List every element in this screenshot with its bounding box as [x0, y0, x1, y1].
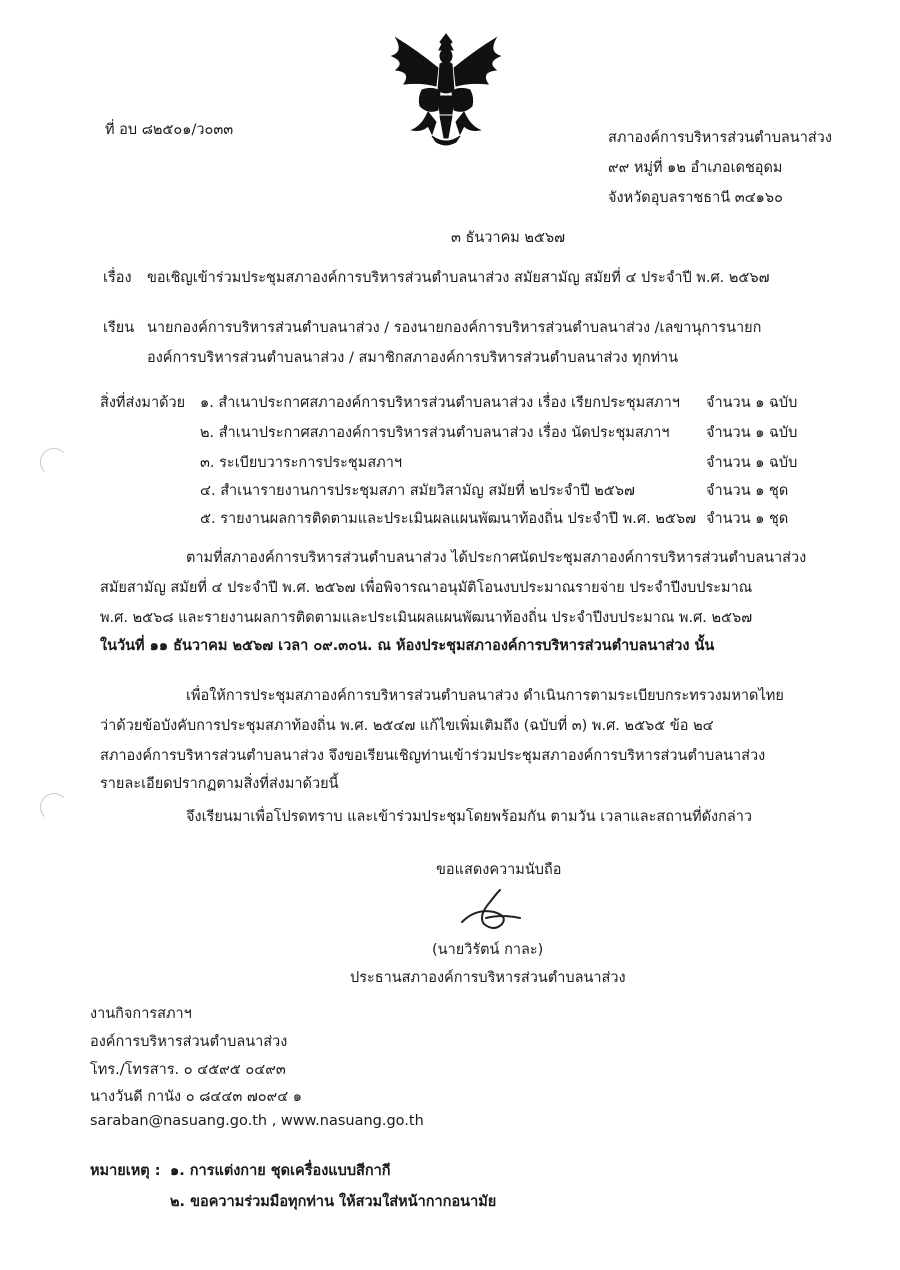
- contact-department: งานกิจการสภาฯ: [90, 1006, 192, 1022]
- enclosure-quantity: จำนวน ๑ ฉบับ: [706, 395, 798, 411]
- contact-organization: องค์การบริหารส่วนตำบลนาส่วง: [90, 1034, 288, 1050]
- recipient-label: เรียน: [103, 320, 135, 336]
- body-paragraph-2-line: รายละเอียดปรากฏตามสิ่งที่ส่งมาด้วยนี้: [100, 776, 339, 792]
- body-paragraph-3: จึงเรียนมาเพื่อโปรดทราบ และเข้าร่วมประชุมโดยพร้อมกัน ตามวัน เวลาและสถานที่ดังกล่าว: [186, 809, 753, 825]
- enclosure-item: ๒. สำเนาประกาศสภาองค์การบริหารส่วนตำบลนาส่วง เรื่อง นัดประชุมสภาฯ: [200, 425, 670, 441]
- subject-text: ขอเชิญเข้าร่วมประชุมสภาองค์การบริหารส่วนตำบลนาส่วง สมัยสามัญ สมัยที่ ๔ ประจำปี พ.ศ. ๒๕๖๗: [147, 270, 770, 286]
- enclosure-quantity: จำนวน ๑ ชุด: [706, 511, 789, 527]
- enclosure-item: ๑. สำเนาประกาศสภาองค์การบริหารส่วนตำบลนาส่วง เรื่อง เรียกประชุมสภาฯ: [200, 395, 680, 411]
- enclosure-quantity: จำนวน ๑ ชุด: [706, 483, 789, 499]
- signatory-name: (นายวิรัตน์ กาละ): [432, 942, 544, 958]
- body-paragraph-1-line: สมัยสามัญ สมัยที่ ๔ ประจำปี พ.ศ. ๒๕๖๗ เพื่อพิจารณาอนุมัติโอนงบประมาณรายจ่าย ประจำปีงบประมาณ: [100, 580, 753, 596]
- contact-email-web: saraban@nasuang.go.th , www.nasuang.go.th: [90, 1113, 424, 1129]
- body-paragraph-2-line: เพื่อให้การประชุมสภาองค์การบริหารส่วนตำบลนาส่วง ดำเนินการตามระเบียบกระทรวงมหาดไทย: [186, 688, 784, 704]
- remarks-label: หมายเหตุ :: [90, 1163, 161, 1179]
- body-paragraph-1-line: ตามที่สภาองค์การบริหารส่วนตำบลนาส่วง ได้ประกาศนัดประชุมสภาองค์การบริหารส่วนตำบลนาส่วง: [186, 550, 807, 566]
- enclosure-quantity: จำนวน ๑ ฉบับ: [706, 455, 798, 471]
- enclosure-item: ๕. รายงานผลการติดตามและประเมินผลแผนพัฒนาท้องถิ่น ประจำปี พ.ศ. ๒๕๖๗: [200, 511, 696, 527]
- contact-phone-fax: โทร./โทรสาร. ๐ ๔๕๙๕ ๐๔๙๓: [90, 1062, 286, 1078]
- enclosure-quantity: จำนวน ๑ ฉบับ: [706, 425, 798, 441]
- remarks-label-text: หมายเหตุ: [90, 1163, 150, 1179]
- body-paragraph-2-line: สภาองค์การบริหารส่วนตำบลนาส่วง จึงขอเรียนเชิญท่านเข้าร่วมประชุมสภาองค์การบริหารส่วนตำบลนาส่วง: [100, 748, 766, 764]
- punch-hole-mark: [40, 448, 68, 476]
- garuda-emblem-icon: [382, 30, 510, 148]
- punch-hole-mark: [40, 793, 68, 821]
- sender-address: ๙๙ หมู่ที่ ๑๒ อำเภอเดชอุดม: [608, 160, 783, 176]
- letter-date: ๓ ธันวาคม ๒๕๖๗: [451, 230, 566, 246]
- sender-org-name: สภาองค์การบริหารส่วนตำบลนาส่วง: [608, 130, 832, 146]
- signatory-position: ประธานสภาองค์การบริหารส่วนตำบลนาส่วง: [350, 970, 626, 986]
- contact-person: นางวันดี กานัง ๐ ๘๔๔๓ ๗๐๙๔ ๑: [90, 1089, 303, 1105]
- subject-label: เรื่อง: [103, 270, 132, 286]
- handwritten-signature: [456, 888, 526, 934]
- enclosure-item: ๔. สำเนารายงานการประชุมสภา สมัยวิสามัญ สมัยที่ ๒ประจำปี ๒๕๖๗: [200, 483, 635, 499]
- sender-province: จังหวัดอุบลราชธานี ๓๔๑๖๐: [608, 190, 783, 206]
- body-paragraph-2-line: ว่าด้วยข้อบังคับการประชุมสภาท้องถิ่น พ.ศ. ๒๕๔๗ แก้ไขเพิ่มเติมถึง (ฉบับที่ ๓) พ.ศ. ๒๕๖๕ ข้อ ๒๔: [100, 718, 714, 734]
- closing-salutation: ขอแสดงความนับถือ: [436, 862, 562, 878]
- recipient-line: นายกองค์การบริหารส่วนตำบลนาส่วง / รองนายกองค์การบริหารส่วนตำบลนาส่วง /เลขานุการนายก: [147, 320, 762, 336]
- remark-item: ๒. ขอความร่วมมือทุกท่าน ให้สวมใส่หน้ากากอนามัย: [170, 1194, 497, 1210]
- body-paragraph-1-line: พ.ศ. ๒๕๖๘ และรายงานผลการติดตามและประเมินผลแผนพัฒนาท้องถิ่น ประจำปีงบประมาณ พ.ศ. ๒๕๖๗: [100, 610, 753, 626]
- meeting-datetime-venue: ในวันที่ ๑๑ ธันวาคม ๒๕๖๗ เวลา ๐๙.๓๐น. ณ ห้องประชุมสภาองค์การบริหารส่วนตำบลนาส่วง นั้น: [100, 638, 715, 654]
- recipient-line: องค์การบริหารส่วนตำบลนาส่วง / สมาชิกสภาองค์การบริหารส่วนตำบลนาส่วง ทุกท่าน: [147, 350, 679, 366]
- enclosure-item: ๓. ระเบียบวาระการประชุมสภาฯ: [200, 455, 403, 471]
- reference-number: ที่ อบ ๘๒๕๐๑/ว๐๓๓: [105, 122, 234, 138]
- remark-item: ๑. การแต่งกาย ชุดเครื่องแบบสีกากี: [170, 1163, 391, 1179]
- enclosures-label: สิ่งที่ส่งมาด้วย: [100, 395, 186, 411]
